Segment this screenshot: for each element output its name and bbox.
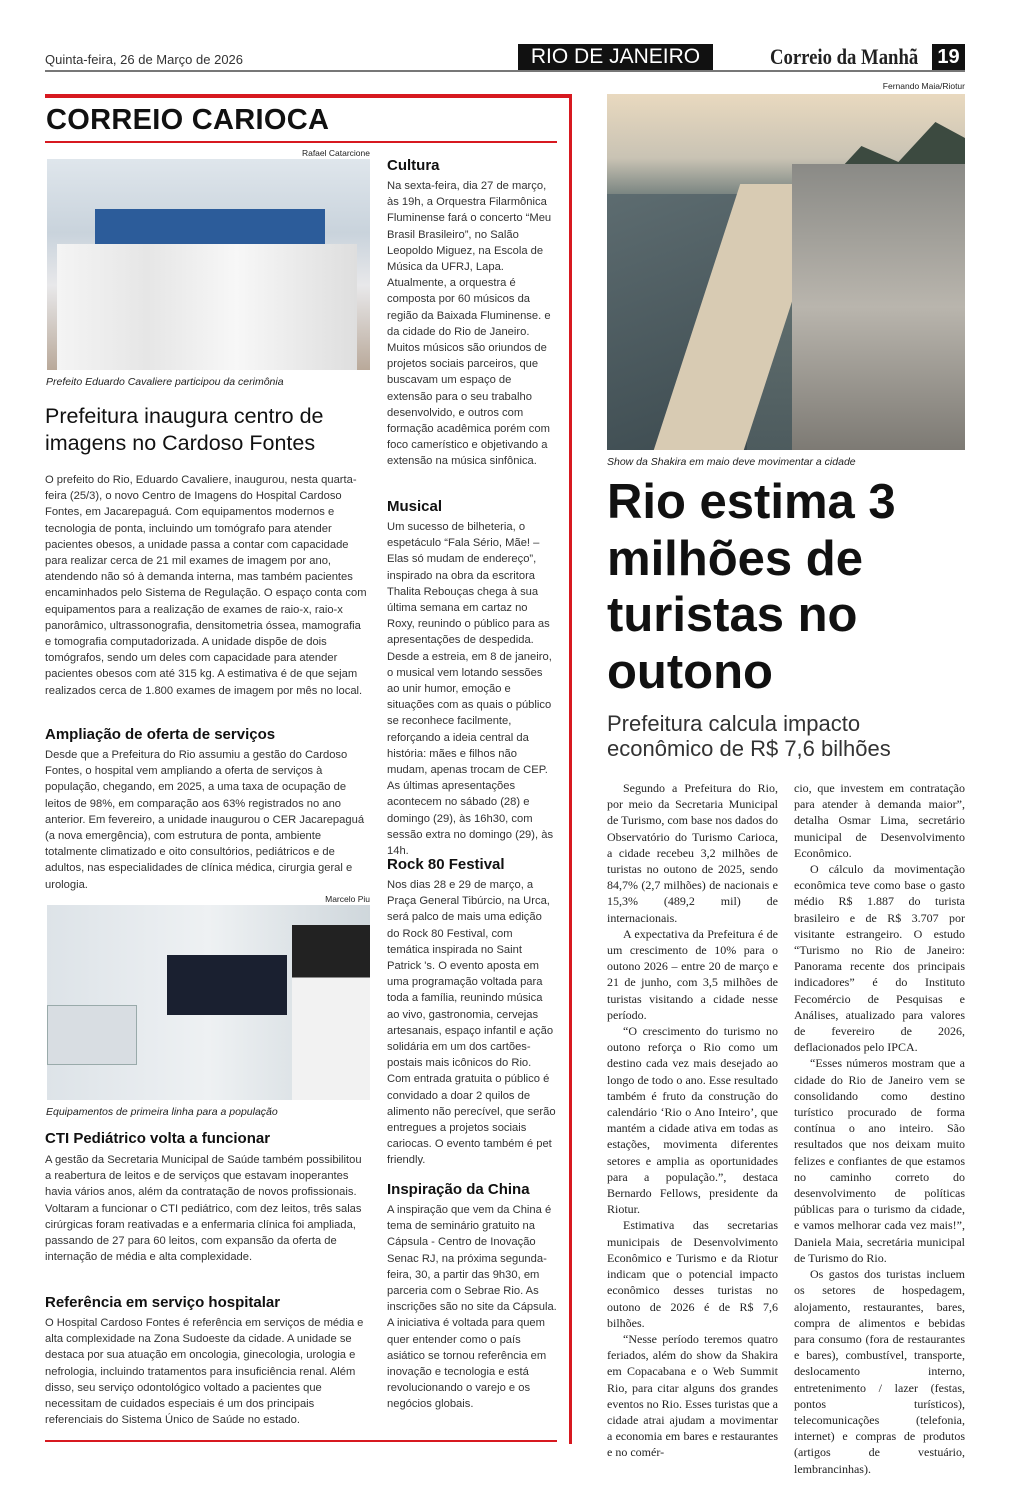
- photo-credit: Fernando Maia/Riotur: [882, 81, 965, 91]
- article-paragraphs: [794, 861, 965, 1477]
- subheadline: Prefeitura calcula impacto econômico de R$ 7,6 bilhões: [607, 711, 891, 761]
- photo-credit: Marcelo Piu: [325, 894, 370, 904]
- article-headline: Prefeitura inaugura centro de imagens no Cardoso Fontes: [45, 404, 324, 455]
- banner: [95, 209, 325, 249]
- article-body: Um sucesso de bilheteria, o espetáculo “Fala Sério, Mãe! – Elas só mudam de endereço”, inspirado na obra da escritora Thalita Rebouças chega à sua última semana em cartaz no Roxy, reunindo o público para as apresentações de despedida. Desde a estreia, em 8 de janeiro, o musical vem lotando sessões ao unir humor, emoção e situações com as quais o público se reconhece facilmente, reforçando a ideia central da história: mães e filhos não mudam, apenas trocam de CEP. As últimas apresentações acontecem no sábado (28) e domingo (29), às 16h30, com sessão extra no domingo (29), às 14h.: [387, 521, 554, 858]
- article-paragraph: Os gastos dos turistas incluem os setores de hospedagem, alojamento, restaurantes, bares, compra de alimentos e bebidas para consumo (fora de restaurantes e bares), combustível, transporte, deslocamento interno, entretenimento / lazer (festas, pontos turísticos), telecomunicações (telefonia, internet) e compras de produtos (artigos de vestuário, lembrancinhas).: [794, 1267, 965, 1476]
- photo-caption: Show da Shakira em maio deve movimentar a cidade: [607, 456, 856, 468]
- monitors: [167, 955, 287, 1015]
- copacabana-aerial-photo: [607, 94, 965, 450]
- header-divider: [45, 70, 965, 72]
- edition-date: Quinta-feira, 26 de Março de 2026: [45, 52, 244, 67]
- city-buildings: [792, 164, 965, 450]
- section-label: RIO DE JANEIRO: [518, 44, 713, 70]
- article-column-1: [607, 780, 778, 1461]
- subheading: CTI Pediátrico volta a funcionar: [45, 1130, 271, 1147]
- article-paragraph: “Esses números mostram que a cidade do Rio de Janeiro vem se consolidando como destino turístico procurado de forma contínua o ano inteiro. São resultados que nos deixam muito felizes e confiantes de que estamos no caminho correto do desenvolvimento de políticas públicas para o turismo da cidade, e vamos melhorar cada vez mais!”, Daniela Maia, secretária municipal de Turismo do Rio.: [794, 1056, 965, 1265]
- newspaper-logo: Correio da Manhã: [770, 44, 919, 69]
- column-red-border: [569, 94, 572, 1444]
- article-paragraph: “Nesse período teremos quatro feriados, além do show da Shakira em Copacabana e o Web Summit Rio, para citar alguns dos grandes eventos no Rio. Esses turistas que a cidade atrai ajudam a movimentar a economia em bares e restaurantes e no comér-: [607, 1331, 778, 1460]
- article-body: A inspiração que vem da China é tema de seminário gratuito na Cápsula - Centro de Inovação Senac RJ, na próxima segunda-feira, 30, a partir das 9h30, em parceria com o Sebrae Rio. As inscrições são no site da Cápsula. A iniciativa é voltada para quem quer entender como o país asiático se tornou referência em inovação e tecnologia e está revolucionando o varejo e os negócios globais.: [387, 1204, 557, 1411]
- article-body: Desde que a Prefeitura do Rio assumiu a gestão do Cardoso Fontes, o hospital vem ampliando a oferta de serviços à população, chegando, em 2025, a uma taxa de ocupação de leitos de 98%, em comparação aos 63% registrados no ano anterior. Em fevereiro, a unidade inaugurou o CER Jacarepaguá (a nova emergência), com estrutura de ponta, ambiente totalmente climatizado e oito consultórios, pediátricos e de adultos, nas especialidades de clínica médica, cirurgia geral e urologia.: [45, 749, 365, 891]
- article-paragraph: O cálculo da movimentação econômica teve como base o gasto médio R$ 1.887 do turista brasileiro e de R$ 3.707 por visitante estrangeiro. O estudo “Turismo no Rio de Janeiro: Panorama recente dos principais indicadores” é do Instituto Fecomércio de Pesquisas e Análises, atualizado para valores de fevereiro de 2026, deflacionados pelo IPCA.: [794, 862, 965, 1055]
- article-body: Na sexta-feira, dia 27 de março, às 19h, a Orquestra Filarmônica Fluminense fará o concerto “Meu Brasil Brasileiro”, no Salão Leopoldo Miguez, na Escola de Música da UFRJ, Lapa. Atualmente, a orquestra é composta por 60 músicos da região da Baixada Fluminense. e da cidade do Rio de Janeiro. Muitos músicos são oriundos de projetos sociais parceiros, que buscavam um espaço de extensão para o seu trabalho desenvolvido, e outros com formação acadêmica porém com foco camerístico e objetivando a extensão na música sinfônica.: [387, 180, 552, 468]
- subheading: Referência em serviço hospitalar: [45, 1294, 281, 1311]
- article-paragraph: cio, que investem em contratação para atender à demanda maior”, detalha Osmar Lima, secretário municipal de Desenvolvimento Econômico.: [794, 781, 965, 860]
- photo-caption: Equipamentos de primeira linha para a população: [46, 1106, 278, 1118]
- article-paragraph: “O crescimento do turismo no outono reforça o Rio como um destino cada vez mais desejado ao longo de todo o ano. Esse resultado também é fruto da construção do calendário ‘Rio o Ano Inteiro’, que mantém a cidade ativa em todas as estações, movimenta diferentes setores e amplia as oportunidades para a população.”, destaca Bernardo Fellows, presidente da Riotur.: [607, 1024, 778, 1217]
- main-headline: Rio estima 3 milhões de turistas no outono: [607, 475, 896, 699]
- column-red-rule: [45, 94, 572, 98]
- article-body: O Hospital Cardoso Fontes é referência em serviços de média e alta complexidade na Zona Sudoeste da cidade. A unidade se destaca por sua atuação em oncologia, ginecologia, urologia e nefrologia, incluindo tratamentos para insuficiência renal. Além disso, seu serviço odontológico voltado a pacientes que necessitam de cuidados especiais é um dos principais referenciais do Sistema Único de Saúde no estado.: [45, 1317, 364, 1427]
- equipment-photo: [47, 905, 370, 1100]
- subheading: Cultura: [387, 157, 440, 174]
- column-bottom-rule: [45, 1440, 557, 1442]
- title-rule: [45, 141, 557, 143]
- photo-caption: Prefeito Eduardo Cavaliere participou da cerimônia: [46, 376, 284, 388]
- article-paragraph: Estimativa das secretarias municipais de Desenvolvimento Econômico e Turismo e da Riotur indicam que o potencial impacto econômico desses turistas no outono de 2026 é de R$ 7,6 bilhões.: [607, 1218, 778, 1330]
- article-column-2: [794, 780, 965, 1477]
- subheading: Musical: [387, 498, 443, 515]
- photo-credit: Rafael Catarcione: [301, 148, 370, 158]
- technician: [292, 925, 370, 1100]
- console: [47, 1005, 137, 1065]
- article-body: Nos dias 28 e 29 de março, a Praça General Tibúrcio, na Urca, será palco de mais uma edição do Rock 80 Festival, com temática inspirada no Saint Patrick 's. O evento aposta em uma programação voltada para toda a família, reunindo música ao vivo, gastronomia, cervejas artesanais, espaço infantil e ação solidária em um dos cartões-postais mais icônicos do Rio. Com entrada gratuita o público é convidado a doar 2 quilos de alimento não perecível, que serão entregues a projetos sociais cariocas. O evento também é pet friendly.: [387, 879, 556, 1167]
- subheading: Ampliação de oferta de serviços: [45, 726, 276, 743]
- page-number: 19: [932, 44, 965, 70]
- ceremony-photo: [47, 159, 370, 370]
- article-body: A gestão da Secretaria Municipal de Saúde também possibilitou a reabertura de leitos e de serviços que estavam inoperantes havia vários anos, além da contratação de novos profissionais. Voltaram a funcionar o CTI pediátrico, com dez leitos, três salas cirúrgicas foram reativadas e a enfermaria clínica foi ampliada, passando de 27 para 60 leitos, com expansão da oferta de internação de média e alta complexidade.: [45, 1154, 362, 1264]
- subheading: Inspiração da China: [387, 1181, 530, 1198]
- people-in-coats: [57, 244, 357, 370]
- subheading: Rock 80 Festival: [387, 856, 505, 873]
- article-paragraph: A expectativa da Prefeitura é de um crescimento de 10% para o outono 2026 – entre 20 de março e 21 de junho, com 3,5 milhões de turistas visitando a cidade nesse período.: [607, 926, 778, 1022]
- article-paragraph: Segundo a Prefeitura do Rio, por meio da Secretaria Municipal de Turismo, com base nos dados do Observatório do Turismo Carioca, a cidade recebeu 3,2 milhões de turistas no outono de 2025, sendo 84,7% (2,7 milhões) de nacionais e 15,3% (489,2 mil) de internacionais.: [607, 781, 778, 925]
- column-title: CORREIO CARIOCA: [46, 104, 330, 136]
- article-body: O prefeito do Rio, Eduardo Cavaliere, inaugurou, nesta quarta-feira (25/3), o novo Centro de Imagens do Hospital Cardoso Fontes, em Jacarepaguá. Com equipamentos modernos e tecnologia de ponta, incluindo um tomógrafo para atender pacientes obesos, a unidade passa a contar com capacidade para realizar cerca de 21 mil exames de imagem por ano, atendendo não só à demanda interna, mas também pacientes encaminhados pelo Sistema de Regulação. O espaço conta com equipamentos para a realização de exames de raio-x, raio-x panorâmico, ultrassonografia, densitometria óssea, mamografia e tomografia computadorizada. A unidade dispõe de dois tomógrafos, sendo um deles com capacidade para atender pacientes obesos com até 315 kg. A estimativa é de que sejam realizados cerca de 1.800 exames de imagem por mês no local.: [45, 474, 367, 697]
